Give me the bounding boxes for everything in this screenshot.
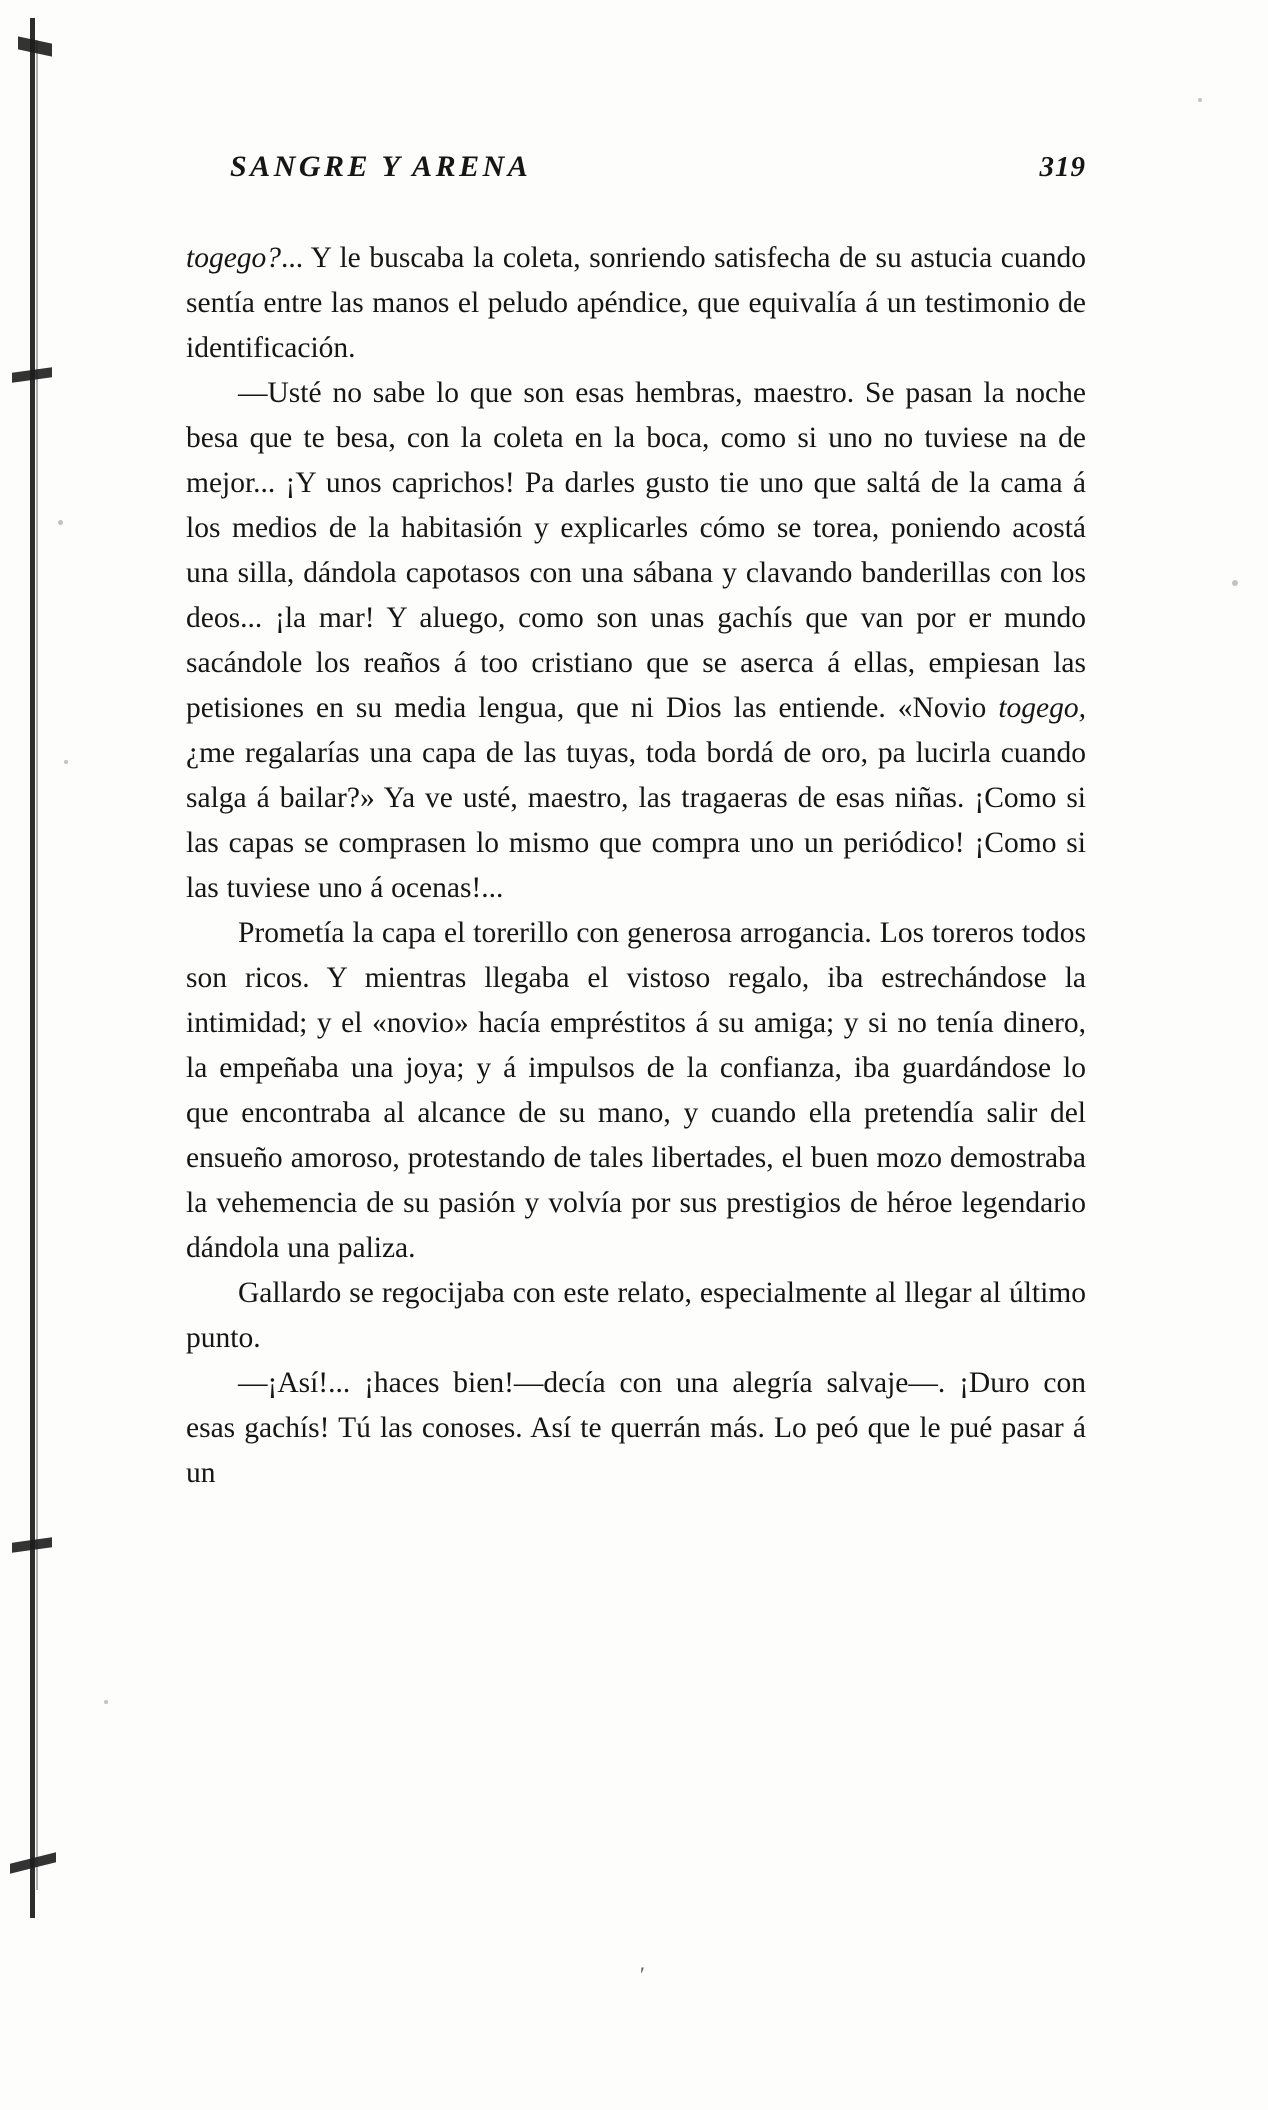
italic-run: togego? (186, 242, 282, 274)
paragraph (186, 236, 1086, 371)
page-content (186, 150, 1086, 1496)
text-run: ¿me regalarías una capa de las tuyas, toda bordá de oro, pa lucirla cuando salga á bailar?» Ya ve usté, maestro, las tragaeras de esas niñas. ¡Como si las capas se comprasen lo mismo que compra uno un periódico! ¡Como si las tuviese uno á ocenas!... (186, 737, 1086, 904)
scan-speck (64, 760, 68, 764)
paragraph (186, 1271, 1086, 1361)
binding-rail-shadow (36, 40, 38, 1890)
text-run: ... Y le buscaba la coleta, sonriendo satisfecha de su astucia cuando sentía entre las manos el peludo apéndice, que equivalía á un testimonio de identificación. (186, 242, 1086, 364)
paragraph (186, 1361, 1086, 1496)
running-head (186, 150, 1086, 184)
footer-mark: ′ (640, 1962, 645, 1987)
italic-run: togego, (998, 692, 1086, 724)
scan-speck (58, 520, 63, 525)
text-run: —Usté no sabe lo que son esas hembras, maestro. Se pasan la noche besa que te besa, con la coleta en la boca, como si uno no tuviese na de mejor... ¡Y unos caprichos! Pa darles gusto tie uno que saltá de la cama á los medios de la habitasión y explicarles cómo se torea, poniendo acostá una silla, dándola capotasos con una sábana y clavando banderillas con los deos... ¡la mar! Y aluego, como son unas gachís que van por er mundo sacándole los reaños á too cristiano que se aserca á ellas, empiesan las petisiones en su media lengua, que ni Dios las entiende. «Novio (186, 377, 1086, 724)
body-text (186, 236, 1086, 1496)
page-number: 319 (1039, 151, 1086, 183)
binding-rail (30, 18, 35, 1918)
paragraph (186, 371, 1086, 911)
binding-mark (18, 36, 52, 56)
scan-speck (104, 1700, 108, 1704)
paragraph (186, 911, 1086, 1271)
book-title: SANGRE Y ARENA (230, 150, 532, 183)
scan-speck (1198, 98, 1202, 102)
text-run: Prometía la capa el torerillo con generosa arrogancia. Los toreros todos son ricos. Y mientras llegaba el vistoso regalo, iba estrechándose la intimidad; y el «novio» hacía empréstitos á su amiga; y si no tenía dinero, la empeñaba una joya; y á impulsos de la confianza, iba guardándose lo que encontraba al alcance de su mano, y cuando ella pretendía salir del ensueño amoroso, protestando de tales libertades, el buen mozo demostraba la vehemencia de su pasión y volvía por sus prestigios de héroe legendario dándola una paliza. (186, 917, 1086, 1264)
scan-speck (1232, 580, 1238, 586)
text-run: —¡Así!... ¡haces bien!—decía con una alegría salvaje—. ¡Duro con esas gachís! Tú las conoses. Así te querrán más. Lo peó que le pué pasar á un (186, 1367, 1086, 1489)
binding-edge-artifact (0, 0, 70, 2110)
text-run: Gallardo se regocijaba con este relato, especialmente al llegar al último punto. (186, 1277, 1086, 1354)
